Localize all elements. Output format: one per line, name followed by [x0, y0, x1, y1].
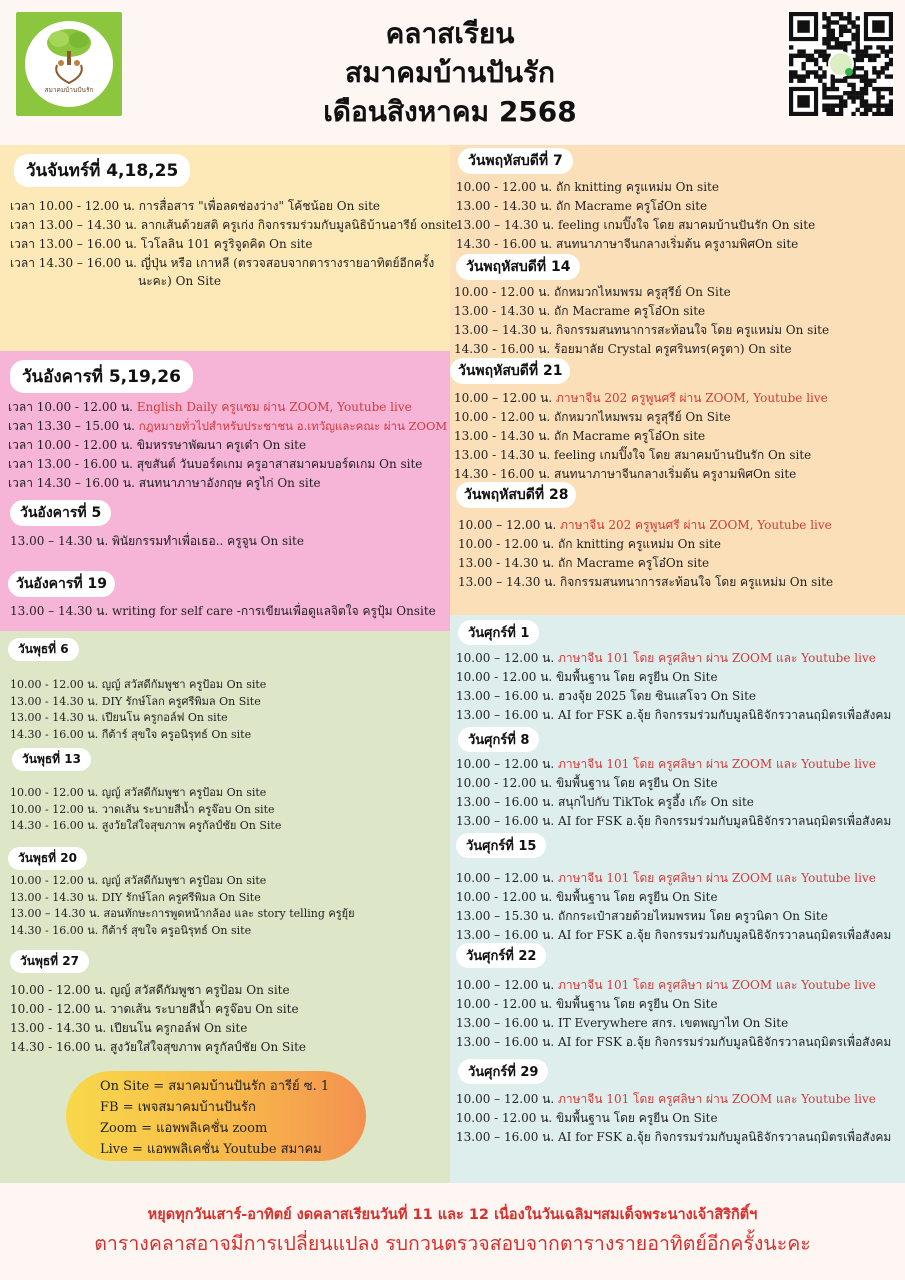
item-online-class: ภาษาจีน 202 ครูพูนศรี ผ่าน ZOOM, Youtube live: [555, 391, 828, 405]
monday-heading: วันจันทร์ที่ 4,18,25: [14, 154, 190, 187]
list-item: 14.30 - 16.00 น. สูงวัยใส่ใจสุขภาพ ครูกัลป์ชัย On Site: [10, 1040, 307, 1054]
list-item: 14.30 - 16.00 น. ร้อยมาลัย Crystal ครูศรินทร(ครูตา) On site: [454, 342, 792, 356]
list-item: 13.00 - 14.30 น. DIY รักษ์โลก ครูศรีพิมล On Site: [10, 891, 261, 904]
list-item: 13.00 – 16.00 น. AI for FSK อ.จุ้ย กิจกรรมร่วมกับมูลนิธิจักรวาลนฤมิตรเพื่อสังคม: [456, 928, 892, 942]
list-item: [456, 649, 876, 668]
list-item: [456, 1090, 876, 1109]
list-item: 13.00 – 14.30 น. writing for self care -การเขียนเพื่อดูแลจิตใจ ครูปุ้ม Onsite: [10, 604, 436, 618]
list-item: 13.00 – 16.00 น. AI for FSK อ.จุ้ย กิจกรรมร่วมกับมูลนิธิจักรวาลนฤมิตรเพื่อสังคม: [456, 1130, 892, 1144]
list-item: 14.30 - 16.00 น. สนทนาภาษาจีนกลางเริ่มต้น ครูงามพิศOn site: [454, 467, 797, 481]
item-time: 10.00 – 12.00 น.: [454, 391, 556, 405]
list-item: 14.30 - 16.00 น. กีต้าร์ สุขใจ ครูอนิรุทธ์ On site: [10, 728, 252, 741]
item-time: เวลา 13.30 – 15.00 น.: [8, 419, 135, 433]
qr-code[interactable]: [789, 12, 893, 116]
list-item: 13.00 - 14.30 น. ถัก Macrame ครูโอ๋On site: [458, 556, 710, 570]
list-item: [456, 755, 876, 774]
list-item: [8, 474, 321, 493]
wednesday-20-heading: วันพุธที่ 20: [8, 847, 87, 870]
list-item: 10.00 - 12.00 น. ญญ์ สวัสดีกัมพูชา ครูป้อม On site: [10, 983, 290, 997]
friday-15-heading: วันศุกร์ที่ 15: [456, 833, 546, 858]
tuesday-heading: วันอังคารที่ 5,19,26: [10, 360, 193, 393]
item-time: เวลา 10.00 - 12.00 น.: [8, 438, 133, 452]
item-time: เวลา 10.00 - 12.00 น.: [8, 400, 133, 414]
wednesday-27-heading: วันพุธที่ 27: [10, 950, 89, 973]
list-item: [8, 417, 447, 436]
list-item: 13.00 - 14.30 น. ถัก Macrame ครูโอ๋On site: [454, 429, 706, 443]
legend-zoom: Zoom = แอพพลิเคชั่น zoom: [100, 1121, 268, 1136]
list-item: 10.00 - 12.00 น. ญญ์ สวัสดีกัมพูชา ครูป้อม On site: [10, 678, 267, 691]
list-item: [8, 398, 412, 417]
list-item: [8, 436, 306, 455]
list-item: 10.00 - 12.00 น. วาดเส้น ระบายสีน้ำ ครูจ๊อบ On site: [10, 803, 275, 816]
list-item: [458, 516, 832, 535]
list-item: 10.00 - 12.00 น. ถัก knitting ครูแหม่ม On site: [458, 537, 721, 551]
title-line: สมาคมบ้านปันรัก: [345, 56, 555, 89]
list-item: 13.00 - 14.30 น. DIY รักษ์โลก ครูศรีพิมล On Site: [10, 695, 261, 708]
item-time: 10.00 – 12.00 น.: [456, 978, 558, 992]
item-online-class: ภาษาจีน 202 ครูพูนศรี ผ่าน ZOOM, Youtube live: [559, 518, 832, 532]
friday-29-heading: วันศุกร์ที่ 29: [458, 1059, 548, 1084]
list-item: 10.00 - 12.00 น. ญญ์ สวัสดีกัมพูชา ครูป้อม On site: [10, 786, 267, 799]
item-online-class: ภาษาจีน 101 โดย ครูศลิษา ผ่าน ZOOM และ Youtube live: [557, 871, 876, 885]
list-item: 10.00 - 12.00 น. ญญ์ สวัสดีกัมพูชา ครูป้อม On site: [10, 874, 267, 887]
legend-onsite: On Site = สมาคมบ้านปันรัก อารีย์ ซ. 1: [100, 1079, 330, 1094]
logo: [16, 12, 122, 116]
list-item: 13.00 - 14.30 น. เปียนโน ครูกอล์ฟ On site: [10, 711, 228, 724]
list-item: [456, 869, 876, 888]
item-time: เวลา 14.30 – 16.00 น.: [8, 476, 135, 490]
item-online-class: ภาษาจีน 101 โดย ครูศลิษา ผ่าน ZOOM และ Youtube live: [557, 651, 876, 665]
list-item: เวลา 10.00 - 12.00 น. การสื่อสาร "เพื่อลดช่องว่าง" โค้ชน้อย On site: [10, 199, 381, 213]
list-item: 13.00 – 14.30 น. กิจกรรมสนทนาการสะท้อนใจ โดย ครูแหม่ม On site: [458, 575, 834, 589]
list-item: [454, 389, 828, 408]
wednesday-13-heading: วันพุธที่ 13: [12, 748, 91, 771]
list-item: 13.00 - 14.30 น. feeling เกมปิ๊งใจ โดย สมาคมบ้านปันรัก On site: [454, 448, 812, 462]
legend-live: Live = แอพพลิเคชั่น Youtube สมาคม: [100, 1142, 322, 1157]
thursday-7-heading: วันพฤหัสบดีที่ 7: [458, 148, 573, 174]
legend-box: [66, 1071, 366, 1161]
tuesday-19-heading: วันอังคารที่ 19: [8, 571, 115, 597]
list-item: 10.00 - 12.00 น. วาดเส้น ระบายสีน้ำ ครูจ๊อบ On site: [10, 1002, 299, 1016]
legend-fb: FB = เพจสมาคมบ้านปันรัก: [100, 1100, 256, 1115]
title-line: คลาสเรียน: [385, 17, 515, 50]
list-item: เวลา 14.30 – 16.00 น. ญี่ปุ่น หรือ เกาหลี (ตรวจสอบจากตารางรายอาทิตย์อีกครั้ง: [10, 256, 435, 270]
list-item: เวลา 13.00 – 16.00 น. โวโลลิน 101 ครูริจูดคิด On site: [10, 237, 313, 251]
list-item: 13.00 – 14.30 น. กิจกรรมสนทนาการสะท้อนใจ โดย ครูแหม่ม On site: [454, 323, 830, 337]
tuesday-5-heading: วันอังคารที่ 5: [10, 500, 111, 526]
thursday-28-heading: วันพฤหัสบดีที่ 28: [456, 482, 576, 508]
item-time: 10.00 – 12.00 น.: [456, 651, 558, 665]
wednesday-6-heading: วันพุธที่ 6: [8, 638, 79, 661]
list-item: 14.30 - 16.00 น. สนทนาภาษาจีนกลางเริ่มต้น ครูงามพิศOn site: [456, 237, 799, 251]
qr-code-icon: [789, 12, 893, 116]
friday-1-heading: วันศุกร์ที่ 1: [458, 620, 539, 645]
schedule-change-notice: ตารางคลาสอาจมีการเปลี่ยนแปลง รบกวนตรวจสอบจากตารางรายอาทิตย์อีกครั้งนะคะ: [94, 1232, 811, 1255]
item-time: เวลา 13.00 - 16.00 น.: [8, 457, 133, 471]
item-online-class: English Daily ครูแซม ผ่าน ZOOM, Youtube live: [136, 400, 412, 414]
list-item: 13.00 - 14.30 น. ถัก Macrame ครูโอ๋On site: [456, 199, 708, 213]
item-text: สุขสันต์ วันบอร์ดเกม ครูอาสาสมาคมบอร์ดเกม On site: [136, 457, 423, 471]
list-item: นะคะ) On Site: [138, 274, 221, 288]
holiday-notice: หยุดทุกวันเสาร์-อาทิตย์ งดคลาสเรียนวันที่ 11 และ 12 เนื่องในวันเฉลิมฯสมเด็จพระนางเจ้าสิริกิติ์ฯ: [147, 1207, 758, 1223]
tree-heart-icon: [39, 27, 99, 85]
list-item: [8, 455, 422, 474]
thursday-21-heading: วันพฤหัสบดีที่ 21: [450, 358, 570, 384]
list-item: 13.00 – 16.00 น. ฮวงจุ้ย 2025 โดย ซินแสโจว On Site: [456, 689, 757, 703]
friday-8-heading: วันศุกร์ที่ 8: [458, 727, 539, 752]
list-item: 10.00 - 12.00 น. ถักหมวกไหมพรม ครูสุรีย์ On Site: [454, 285, 731, 299]
list-item: 13.00 - 14.30 น. ถัก Macrame ครูโอ๋On site: [454, 304, 706, 318]
list-item: เวลา 13.00 – 14.30 น. ลากเส้นด้วยสติ ครูเก่ง กิจกรรมร่วมกับมูลนิธิบ้านอารีย์ onsite: [10, 218, 458, 232]
item-time: 10.00 – 12.00 น.: [456, 1092, 558, 1106]
list-item: 13.00 – 14.30 น. พินัยกรรมทำเพื่อเธอ.. ครูจูน On site: [10, 534, 304, 548]
item-text: ขิมหรรษาพัฒนา ครูเต๋า On site: [136, 438, 307, 452]
list-item: 14.30 - 16.00 น. กีต้าร์ สุขใจ ครูอนิรุทธ์ On site: [10, 924, 252, 937]
item-online-class: กฎหมายทั่วไปสำหรับประชาชน อ.เทวัญและคณะ ผ่าน ZOOM: [138, 419, 448, 433]
item-text: สนทนาภาษาอังกฤษ ครูไก่ On site: [138, 476, 321, 490]
list-item: 13.00 – 15.30 น. ถักกระเป๋าสวยด้วยไหมพรหม โดย ครูวนิดา On Site: [456, 909, 828, 923]
list-item: 13.00 – 14.30 น. สอนทักษะการพูดหน้ากล้อง และ story telling ครูยุ้ย: [10, 907, 355, 920]
list-item: 10.00 - 12.00 น. ขิมพื้นฐาน โดย ครูยีน On Site: [456, 997, 718, 1011]
list-item: 13.00 – 16.00 น. AI for FSK อ.จุ้ย กิจกรรมร่วมกับมูลนิธิจักรวาลนฤมิตรเพื่อสังคม: [456, 1035, 892, 1049]
friday-22-heading: วันศุกร์ที่ 22: [456, 943, 546, 968]
list-item: 10.00 - 12.00 น. ขิมพื้นฐาน โดย ครูยีน On Site: [456, 776, 718, 790]
list-item: 10.00 - 12.00 น. ขิมพื้นฐาน โดย ครูยีน On Site: [456, 890, 718, 904]
item-online-class: ภาษาจีน 101 โดย ครูศลิษา ผ่าน ZOOM และ Youtube live: [557, 978, 876, 992]
thursday-14-heading: วันพฤหัสบดีที่ 14: [456, 254, 580, 280]
item-online-class: ภาษาจีน 101 โดย ครูศลิษา ผ่าน ZOOM และ Youtube live: [557, 1092, 876, 1106]
list-item: 10.00 - 12.00 น. ถัก knitting ครูแหม่ม On site: [456, 180, 719, 194]
list-item: 10.00 - 12.00 น. ถักหมวกไหมพรม ครูสุรีย์ On Site: [454, 410, 731, 424]
list-item: 10.00 - 12.00 น. ขิมพื้นฐาน โดย ครูยีน On Site: [456, 670, 718, 684]
list-item: 13.00 – 14.30 น. feeling เกมปิ๊งใจ โดย สมาคมบ้านปันรัก On site: [456, 218, 816, 232]
logo-emblem: [25, 21, 113, 107]
list-item: [456, 976, 876, 995]
list-item: 13.00 – 16.00 น. AI for FSK อ.จุ้ย กิจกรรมร่วมกับมูลนิธิจักรวาลนฤมิตรเพื่อสังคม: [456, 708, 892, 722]
list-item: 13.00 - 14.30 น. เปียนโน ครูกอล์ฟ On site: [10, 1021, 248, 1035]
item-online-class: ภาษาจีน 101 โดย ครูศลิษา ผ่าน ZOOM และ Youtube live: [557, 757, 876, 771]
page-title: [220, 14, 680, 131]
logo-caption: สมาคมบ้านปันรัก: [44, 86, 94, 94]
item-time: 10.00 – 12.00 น.: [458, 518, 560, 532]
list-item: 10.00 - 12.00 น. ขิมพื้นฐาน โดย ครูยีน On Site: [456, 1111, 718, 1125]
title-line: เดือนสิงหาคม 2568: [323, 95, 577, 128]
item-time: 10.00 – 12.00 น.: [456, 757, 558, 771]
item-time: 10.00 – 12.00 น.: [456, 871, 558, 885]
list-item: 13.00 – 16.00 น. สนุกไปกับ TikTok ครูอึ้ง เก๊ะ On site: [456, 795, 754, 809]
list-item: 13.00 – 16.00 น. AI for FSK อ.จุ้ย กิจกรรมร่วมกับมูลนิธิจักรวาลนฤมิตรเพื่อสังคม: [456, 814, 892, 828]
list-item: 13.00 – 16.00 น. IT Everywhere สกร. เขตพญาไท On Site: [456, 1016, 789, 1030]
list-item: 14.30 - 16.00 น. สูงวัยใส่ใจสุขภาพ ครูกัลป์ชัย On Site: [10, 819, 282, 832]
